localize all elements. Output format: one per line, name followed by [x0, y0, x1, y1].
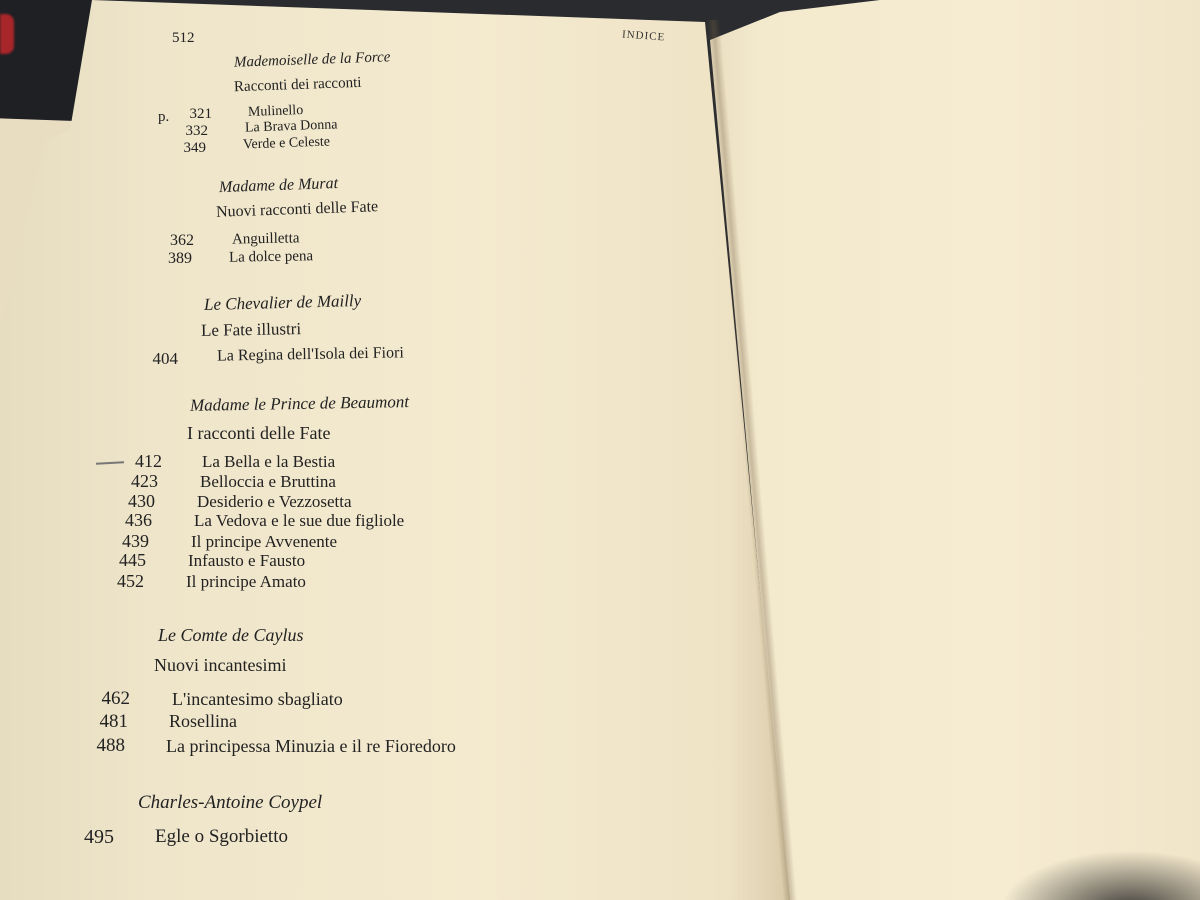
entry-title: La Bella e la Bestia: [202, 452, 336, 471]
author-heading: Charles-Antoine Coypel: [138, 792, 323, 813]
running-header: INDICE: [621, 28, 666, 44]
entry-page: 436: [125, 510, 152, 530]
entry-page: 404: [152, 349, 178, 368]
work-title: I racconti delle Fate: [187, 423, 331, 443]
entry-page: 488: [96, 735, 125, 756]
entry-page: 481: [99, 711, 128, 732]
entry-page: 412: [135, 451, 162, 471]
work-title: Racconti dei racconti: [233, 74, 362, 96]
entry-title: Belloccia e Bruttina: [200, 472, 336, 491]
shadow: [1000, 850, 1200, 900]
entry-title: Infausto e Fausto: [188, 551, 306, 570]
work-title: Nuovi racconti delle Fate: [215, 198, 379, 221]
entry-page: 462: [101, 688, 130, 709]
entry-page: 362: [170, 232, 194, 249]
author-heading: Le Chevalier de Mailly: [203, 290, 362, 315]
author-heading: Madame le Prince de Beaumont: [189, 392, 410, 415]
entry-page: 452: [117, 571, 144, 591]
entry-page: 423: [131, 471, 158, 491]
author-heading: Le Comte de Caylus: [158, 625, 304, 645]
entry-title: La Brava Donna: [244, 117, 338, 136]
entry-title: La principessa Minuzia e il re Fioredoro: [166, 736, 456, 756]
entry-page: 445: [119, 550, 146, 570]
red-object: [0, 14, 14, 54]
entry-title: La Regina dell'Isola dei Fiori: [216, 344, 404, 365]
entry-page: 430: [128, 491, 155, 511]
entry-title: Rosellina: [169, 711, 237, 731]
entry-page: 389: [168, 250, 192, 267]
page-number: 512: [172, 30, 195, 46]
entry-title: Verde e Celeste: [242, 134, 331, 153]
entry-title: L'incantesimo sbagliato: [172, 689, 343, 709]
entry-title: Mulinello: [247, 103, 304, 120]
author-heading: Madame de Murat: [218, 174, 339, 197]
entry-page: 495: [84, 826, 114, 848]
author-heading: Mademoiselle de la Force: [233, 49, 391, 71]
entry-title: La dolce pena: [228, 248, 314, 266]
entry-title: Desiderio e Vezzosetta: [197, 492, 352, 511]
page-prefix: p.: [158, 109, 170, 125]
entry-page: 332: [185, 123, 208, 139]
entry-title: Anguilletta: [231, 230, 300, 248]
entry-title: La Vedova e le sue due figliole: [194, 511, 405, 530]
entry-page: 349: [183, 140, 206, 156]
entry-title: Il principe Avvenente: [191, 532, 338, 551]
work-title: Le Fate illustri: [200, 319, 302, 340]
entry-page: 321: [189, 106, 212, 122]
entry-title: Egle o Sgorbietto: [155, 826, 288, 847]
entry-page: 439: [122, 531, 149, 551]
entry-title: Il principe Amato: [186, 572, 306, 591]
work-title: Nuovi incantesimi: [154, 655, 287, 675]
